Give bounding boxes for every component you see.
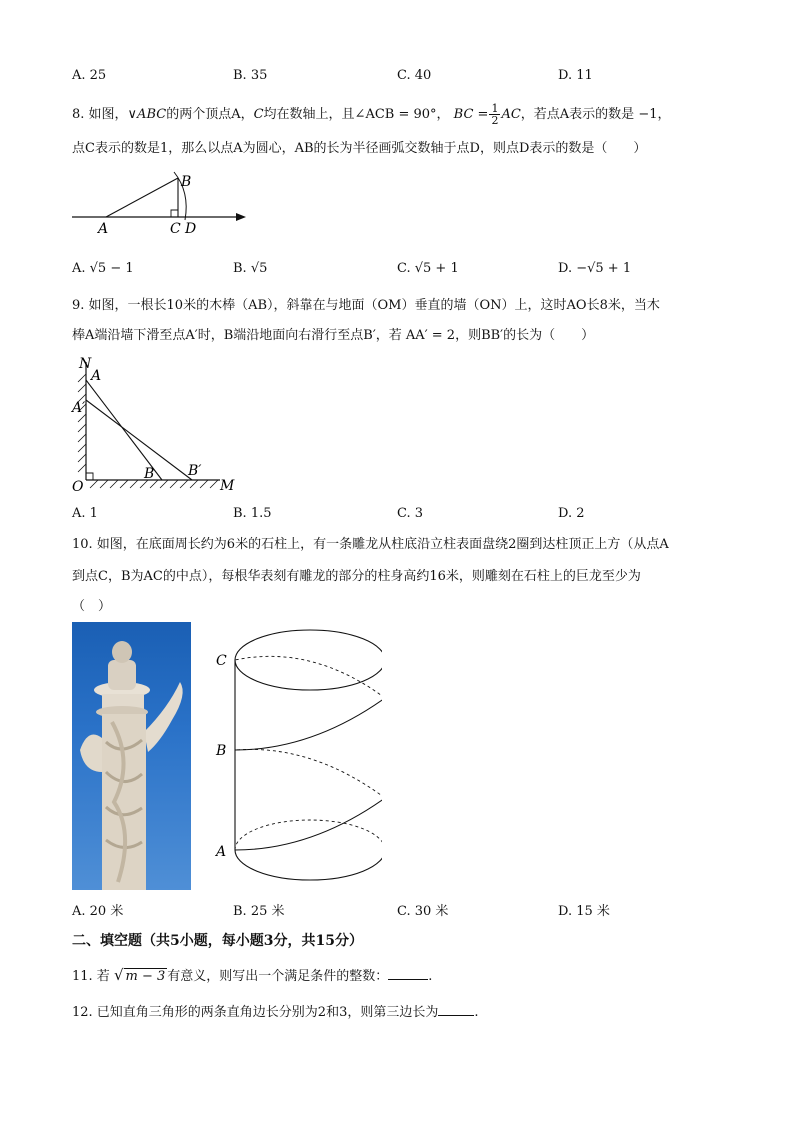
q7-option-a: A. 25 <box>72 68 107 83</box>
q9-option-c: C. 3 <box>397 506 424 521</box>
q12-answer-blank[interactable] <box>438 1003 474 1016</box>
q8-option-c: C. √5 + 1 <box>397 261 459 276</box>
q11: 11. 若 √ m − 3 有意义，则写出一个满足条件的整数： . <box>72 966 433 984</box>
q9-label-a-prime: A′ <box>72 400 86 416</box>
q8-label-a: A <box>98 221 109 237</box>
q11-answer-blank[interactable] <box>388 967 428 980</box>
q10-option-b: B. 25 米 <box>233 904 285 919</box>
q9-line-2: 棒A端沿墙下滑至点A′时，B端沿地面向右滑行至点B′，若 AA′ = 2，则BB′的长为（ ） <box>72 328 595 343</box>
q10-line-1: 10. 如图，在底面周长约为6米的石柱上，有一条雕龙从柱底沿立柱表面盘绕2圈到达柱顶正上方（从点A <box>72 537 669 552</box>
q11-sqrt: √ m − 3 <box>113 966 166 984</box>
q8-option-b: B. √5 <box>233 261 268 276</box>
q9-line-1: 9. 如图，一根长10米的木棒（AB），斜靠在与地面（OM）垂直的墙（ON）上，这时AO长8米，当木 <box>72 298 660 313</box>
q7-option-d: D. 11 <box>558 68 593 83</box>
q8-option-a: A. √5 − 1 <box>72 261 134 276</box>
q8-figure <box>70 170 260 240</box>
q10-cylinder-figure <box>212 618 382 894</box>
q9-label-n: N <box>79 356 92 372</box>
q10-line-2: 到点C，B为AC的中点），每根华表刻有雕龙的部分的柱身高约16米，则雕刻在石柱上的巨龙至少为 <box>72 569 641 584</box>
q8-line-1: 8. 如图，∨ABC的两个顶点A，C均在数轴上，且∠ACB = 90°， BC = $\frac{1}{2}$ AC，若点A表示的数是 −1， <box>72 102 671 127</box>
q7-option-b: B. 35 <box>233 68 268 83</box>
q8-option-d: D. −√5 + 1 <box>558 261 632 276</box>
q10-option-d: D. 15 米 <box>558 904 610 919</box>
q7-option-c: C. 40 <box>397 68 432 83</box>
q9-label-m: M <box>220 478 235 494</box>
q10-label-a: A <box>216 844 227 860</box>
q9-label-b-prime: B′ <box>188 463 202 479</box>
q10-label-b: B <box>216 743 227 759</box>
q8-label-d: D <box>185 221 197 237</box>
q8-line-2: 点C表示的数是1，那么以点A为圆心，AB的长为半径画弧交数轴于点D，则点D表示的数是（ ） <box>72 141 647 156</box>
q8-label-b: B <box>181 174 192 190</box>
q9-figure <box>70 352 245 494</box>
q10-label-c: C <box>216 653 227 669</box>
q12: 12. 已知直角三角形的两条直角边长分别为2和3，则第三边长为 . <box>72 1005 479 1020</box>
huabiao-photo <box>72 622 191 890</box>
q10-option-a: A. 20 米 <box>72 904 124 919</box>
q8-fraction: $\frac{1}{2}$ <box>491 102 499 127</box>
q9-label-a: A <box>91 368 102 384</box>
q10-option-c: C. 30 米 <box>397 904 449 919</box>
q10-line-3: （ ） <box>72 599 112 614</box>
q8-label-c: C <box>170 221 181 237</box>
q9-option-a: A. 1 <box>72 506 98 521</box>
q9-label-o: O <box>72 479 84 494</box>
q9-label-b: B <box>144 466 155 482</box>
section-2-title: 二、填空题（共5小题，每小题3分，共15分） <box>72 933 363 949</box>
q9-option-d: D. 2 <box>558 506 585 521</box>
q9-option-b: B. 1.5 <box>233 506 272 521</box>
